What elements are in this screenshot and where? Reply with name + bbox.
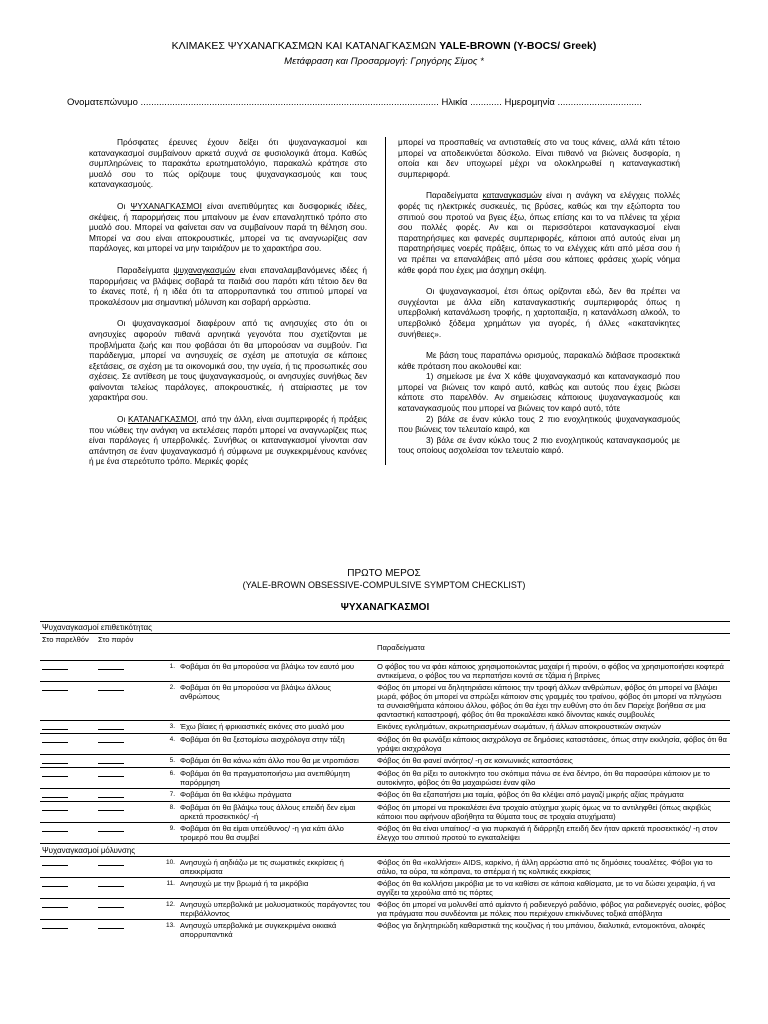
- item-examples: Φόβος ότι μπορεί να προκαλέσει ένα τροχαίο ατύχημα χωρίς όμως να το αντιληφθεί (όπως ακριβώς κάποιοι που αφήνουν αβοήθητα τα θύματα τους σε τροχαία ατυχήματα): [374, 802, 730, 823]
- category-row: [40, 622, 730, 634]
- obsessions-definition: Οι ΨΥΧΑΝΑΓΚΑΣΜΟΙ είναι ανεπιθύμητες και δυσφορικές ιδέες, σκέψεις, ή παρορμήσεις που μπαίνουν με έναν επαναληπτικό τρόπο στο μυαλό σου. Μπορεί να φαίνεται σαν να συμβαίνουν παρά τη θέληση σου. Μπορεί να σου είναι αποκρουστικές, μπορεί να τις αναγνωρίζεις σαν παράλογες, και μπορεί να μην ταιριάζουν με το χαρακτήρα σου.: [89, 200, 367, 254]
- present-checkbox[interactable]: [96, 789, 145, 802]
- worries-vs-obsessions: Οι ψυχαναγκασμοί διαφέρουν από τις ανησυχίες στο ότι οι ανησυχίες αφορούν πιθανά αρνητικά γεγονότα που σχετίζονται με προβλήματα ζωής και που φοβάσαι ότι θα μπορούσαν να συμβούν. Για παράδειγμα, μπορεί να ανησυχείς σε σχέση με αποτυχία σε κάποιες εξετάσεις, σε σχέση με τα οικονομικά σου, την υγεία, ή τις προσωπικές σου σχέσεις. Σε αντίθεση με τους ψυχαναγκασμούς, οι ανησυχίες συνήθως δεν φαίνονται τελείως παράλογες, αποκρουστικές, ή αταίριαστες με τον χαρακτήρα σου.: [89, 318, 367, 403]
- past-checkbox[interactable]: [40, 755, 96, 768]
- table-row: [40, 823, 730, 844]
- part-subtitle: (YALE-BROWN OBSESSIVE-COMPULSIVE SYMPTOM CHECKLIST): [242, 580, 526, 590]
- header-present: Στο παρόν: [96, 634, 145, 661]
- column-divider: [385, 137, 386, 465]
- item-examples: Φόβος ότι μπορεί να δηλητηριάσει κάποιος την τροφή άλλων ανθρώπων, φόβος ότι μπορεί να βλάψει μωρά, φόβος ότι μπορεί να σπρώξει κάποιον στις γραμμές του τραίνου, φόβος ότι μπορεί να πληγώσει τα συναισθήματα κάποιου άλλου, φόβος ότι θα έχει την ευθύνη στο ότι δεν Παρείχε βοήθεια σε μια φανταστική καταστροφή, φόβος ότι θα προκαλέσει κακό δίνοντας κακές συμβουλές: [374, 682, 730, 721]
- item-examples: Φόβος ότι θα φωνάξει κάποιος αισχρόλογα σε δημόσιες καταστάσεις, όπως στην εκκλησία, φόβος ότι θα γράψει αισχρόλογα: [374, 734, 730, 755]
- item-number: 11.: [145, 878, 177, 899]
- compulsions-definition: Οι ΚΑΤΑΝΑΓΚΑΣΜΟΙ, από την άλλη, είναι συμπεριφορές ή πράξεις που νιώθεις την ανάγκη να εκτελέσεις παρότι μπορεί να αναγνωρίζεις πως είναι παράλογες ή υπερβολικές. Συνήθως οι καταναγκασμοί γίνονται σαν απάντηση σε έναν ψυχαναγκασμό ή σύμφωνα με συγκεκριμένους κανόνες ή με ένα στερεότυπο τρόπο. Μερικές φορές: [89, 414, 367, 467]
- table-row: [40, 661, 730, 682]
- present-checkbox[interactable]: [96, 899, 145, 920]
- category-aggression: Ψυχαναγκασμοί επιθετικότητας: [40, 622, 730, 634]
- table-row: [40, 789, 730, 802]
- table-row: [40, 755, 730, 768]
- category-contamination: Ψυχαναγκασμοί μόλυνσης: [40, 844, 730, 857]
- item-number: 7.: [145, 789, 177, 802]
- header-number: [145, 634, 177, 661]
- present-checkbox[interactable]: [96, 768, 145, 789]
- item-text: Φοβάμαι ότι θα κλέψω πράγματα: [177, 789, 374, 802]
- symptom-checklist-table: [40, 597, 730, 940]
- item-number: 5.: [145, 755, 177, 768]
- other-behaviours-note: Οι ψυχαναγκασμοί, έτσι όπως ορίζονται εδώ, δεν θα πρέπει να συγχέονται με άλλα είδη καταναγκαστικής συμπεριφοράς όπως η υπερβολική κατανάλωση τροφής, η χαρτοπαιξία, η κατανάλωση αλκοόλ, το υπερβολικό ξόδεμα χρημάτων για αγορές, ή άλλες «ακατανίκητες συνήθειες».: [398, 286, 680, 339]
- past-checkbox[interactable]: [40, 878, 96, 899]
- section-title: ΨΥΧΑΝΑΓΚΑΣΜΟΙ: [340, 602, 430, 613]
- document-title: ΚΛΙΜΑΚΕΣ ΨΥΧΑΝΑΓΚΑΣΜΩΝ ΚΑΙ ΚΑΤΑΝΑΓΚΑΣΜΩΝ YALE-BROWN (Y-BOCS/ Greek): [171, 40, 597, 52]
- present-checkbox[interactable]: [96, 802, 145, 823]
- item-text: Φοβάμαι ότι θα πραγματοποιήσω μια ανεπιθύμητη παρόρμηση: [177, 768, 374, 789]
- item-text: Ανησυχώ υπερβολικά με μολυσματικούς παράγοντες του περιβάλλοντος: [177, 899, 374, 920]
- present-checkbox[interactable]: [96, 823, 145, 844]
- item-text: Φοβάμαι ότι θα ξεστομίσω αισχρόλογα στην τάξη: [177, 734, 374, 755]
- item-number: 6.: [145, 768, 177, 789]
- item-text: Φοβάμαι ότι θα βλάψω τους άλλους επειδή δεν είμαι αρκετά προσεκτικός/ -ή: [177, 802, 374, 823]
- item-examples: Φόβος ότι θα φανεί ανόητος/ -η σε κοινωνικές καταστάσεις: [374, 755, 730, 768]
- item-text: Φοβάμαι ότι θα κάνω κάτι άλλο που θα με ντροπιάσει: [177, 755, 374, 768]
- past-checkbox[interactable]: [40, 682, 96, 721]
- instructions-left-column: [89, 137, 367, 467]
- present-checkbox[interactable]: [96, 857, 145, 878]
- section-title-row: [40, 597, 730, 622]
- item-number: 4.: [145, 734, 177, 755]
- table-row: [40, 899, 730, 920]
- item-examples: Φόβος για δηλητηριώδη καθαριστικά της κουζίνας ή του μπάνιου, διαλυτικά, εντομοκτόνα, αλοιφές: [374, 920, 730, 941]
- item-number: 12.: [145, 899, 177, 920]
- item-number: 2.: [145, 682, 177, 721]
- table-header-row: [40, 634, 730, 661]
- past-checkbox[interactable]: [40, 789, 96, 802]
- past-checkbox[interactable]: [40, 857, 96, 878]
- past-checkbox[interactable]: [40, 721, 96, 734]
- item-examples: Ο φόβος του να φάει κάποιος χρησιμοποιώντας μαχαίρι ή πιρούνι, ο φόβος να χρησιμοποιήσει κοφτερά αντικείμενα, ο φόβος του να περπατήσει κοντά σε τζάμια ή βιτρίνες: [374, 661, 730, 682]
- item-text: Ανησυχώ ή αηδιάζω με τις σωματικές εκκρίσεις ή απεκκρίματα: [177, 857, 374, 878]
- table-row: [40, 734, 730, 755]
- instruction-step-2: 2) βάλε σε έναν κύκλο τους 2 πιο ενοχλητικούς ψυχαναγκασμούς που βιώνεις τον τελευταίο καιρό, και: [398, 413, 680, 435]
- present-checkbox[interactable]: [96, 920, 145, 941]
- table-row: [40, 857, 730, 878]
- item-text: Φοβάμαι ότι θα είμαι υπεύθυνος/ -η για κάτι άλλο τρομερό που θα συμβεί: [177, 823, 374, 844]
- item-text: Ανησυχώ με την βρωμιά ή τα μικρόβια: [177, 878, 374, 899]
- item-number: 13.: [145, 920, 177, 941]
- item-examples: Φόβος ότι θα ρίξει το αυτοκίνητο του σκόπιμα πάνω σε ένα δέντρο, ότι θα παρασύρει κάποιον με το αυτοκίνητο, φόβος ότι θα μαχαιρώσει έναν φίλο: [374, 768, 730, 789]
- present-checkbox[interactable]: [96, 661, 145, 682]
- past-checkbox[interactable]: [40, 661, 96, 682]
- present-checkbox[interactable]: [96, 721, 145, 734]
- past-checkbox[interactable]: [40, 768, 96, 789]
- table-row: [40, 682, 730, 721]
- header-examples: Παραδείγματα: [374, 634, 730, 661]
- personal-info-fields[interactable]: Ονοματεπώνυμο ................................................................................................................. Ηλικία ............ Ημερομηνία ................................: [67, 97, 642, 108]
- present-checkbox[interactable]: [96, 878, 145, 899]
- instruction-step-1: 1) σημείωσε με ένα Χ κάθε ψυχαναγκασμό και καταναγκασμό που μπορεί να βιώνεις τον καιρό αυτό, καθώς και αυτούς που έχεις βιώσει κάποτε στο παρελθόν. Αν σημειώσεις κάποιους ψυχαναγκασμούς και καταναγκασμούς που μπορεί να βιώνεις τον καιρό αυτό, τότε: [398, 371, 680, 414]
- header-item: [177, 634, 374, 661]
- instructions-right-column: [398, 137, 680, 456]
- item-text: Ανησυχώ υπερβολικά με συγκεκριμένα οικιακά απορρυπαντικά: [177, 920, 374, 941]
- item-text: Φοβάμαι ότι θα μπορούσα να βλάψω τον εαυτό μου: [177, 661, 374, 682]
- table-row: [40, 721, 730, 734]
- past-checkbox[interactable]: [40, 734, 96, 755]
- intro-paragraph: Πρόσφατες έρευνες έχουν δείξει ότι ψυχαναγκασμοί και καταναγκασμοί συμβαίνουν αρκετά συχνά σε φυσιολογικά άτομα. Καθώς συμπληρώνεις το παρακάτω ερωτηματολόγιο, παρακαλώ κράτησε στο μυαλό σου το πώς ορίζουμε τους ψυχαναγκασμούς και τους καταναγκασμούς.: [89, 137, 367, 190]
- part-title: ΠΡΩΤΟ ΜΕΡΟΣ: [347, 568, 421, 579]
- compulsions-examples: Παραδείγματα καταναγκασμών είναι η ανάγκη να ελέγχεις πολλές φορές τις ηλεκτρικές συσκευές, τις βρύσες, καθώς και την εξώπορτα του σπιτιού σου προτού να βγεις έξω, όπως επίσης και το να πλένεις τα χέρια σου πολλές φορές. Αν και οι περισσότεροι καταναγκασμοί είναι παρατηρήσιμες και φανερές συμπεριφορές, κάποιοι από αυτούς είναι μη παρατηρήσιμες νοερές πράξεις, όπως το να ελέγχεις κάτι από μέσα σου ή να πρέπει να επαναλάβεις από μέσα σου κάποιες φράσεις χωρίς νόημα κάθε φορά που έχεις μια άσχημη σκέψη.: [398, 190, 681, 275]
- instruction-step-3: 3) βάλε σε έναν κύκλο τους 2 πιο ενοχλητικούς καταναγκασμούς με τους οποίους ασχολείσαι τον τελευταίο καιρό.: [398, 434, 680, 456]
- item-number: 8.: [145, 802, 177, 823]
- category-row: [40, 844, 730, 857]
- item-examples: Φόβος ότι θα κολλήσει μικρόβια με το να καθίσει σε κάποια καθίσματα, με το να δώσει χειραψία, ή να αγγίξει τα χερούλια από τις πόρτες: [374, 878, 730, 899]
- item-examples: Φόβος ότι θα «κολλήσει» AIDS, καρκίνο, ή άλλη αρρώστια από τις δημόσιες τουαλέτες. Φόβοι για το σάλιο, τα ούρα, τα κόπρανα, το σπέρμα ή τις κολπικές εκκρίσεις: [374, 857, 730, 878]
- item-text: Φοβάμαι ότι θα μπορούσα να βλάψω άλλους ανθρώπους: [177, 682, 374, 721]
- item-examples: Εικόνες εγκλημάτων, ακρωτηριασμένων σωμάτων, ή άλλων αποκρουστικών σκηνών: [374, 721, 730, 734]
- present-checkbox[interactable]: [96, 734, 145, 755]
- present-checkbox[interactable]: [96, 755, 145, 768]
- table-row: [40, 768, 730, 789]
- obsessions-examples: Παραδείγματα ψυχαναγκασμών είναι επαναλαμβανόμενες ιδέες ή παρορμήσεις να βλάψεις σοβαρά τα παιδιά σου παρότι κάτι τέτοιο δεν θα το έκανες ποτέ, ή η ιδέα ότι τα απορρυπαντικά του σπιτιού μπορεί να προκαλέσουν μια σημαντική μόλυνση και σοβαρή αρρώστια.: [89, 264, 368, 307]
- item-examples: Φόβος ότι θα είναι υπαίτιος/ -α για πυρκαγιά ή διάρρηξη επειδή δεν ήταν αρκετά προσεκτικός/ -η στον έλεγχο του σπιτιού προτού το εγκαταλείψει: [374, 823, 730, 844]
- present-checkbox[interactable]: [96, 682, 145, 721]
- item-number: 9.: [145, 823, 177, 844]
- instructions-intro: Με βάση τους παραπάνω ορισμούς, παρακαλώ διάβασε προσεκτικά κάθε πρόταση που ακολουθεί και:: [398, 350, 680, 371]
- translator-credit: Μετάφραση και Προσαρμογή: Γρηγόρης Σίμος *: [284, 56, 484, 67]
- past-checkbox[interactable]: [40, 823, 96, 844]
- past-checkbox[interactable]: [40, 802, 96, 823]
- past-checkbox[interactable]: [40, 899, 96, 920]
- item-text: Έχω βίαιες ή φρικιαστικές εικόνες στο μυαλό μου: [177, 721, 374, 734]
- item-number: 3.: [145, 721, 177, 734]
- item-number: 1.: [145, 661, 177, 682]
- table-row: [40, 878, 730, 899]
- table-row: [40, 920, 730, 941]
- compulsions-continued: μπορεί να προσπαθείς να αντισταθείς στο να τους κάνεις, αλλά κάτι τέτοιο μπορεί να αποδεικνύεται δύσκολο. Είναι πιθανό να βιώνεις δυσφορία, η οποία και δεν υποχωρεί μέχρι να ολοκληρωθεί η καταναγκαστική συμπεριφορά.: [398, 137, 680, 179]
- past-checkbox[interactable]: [40, 920, 96, 941]
- item-examples: Φόβος ότι μπορεί να μολυνθεί από αμίαντο ή ραδιενεργό ραδόνιο, φόβος για ραδιενεργές ουσίες, φόβος για πράγματα που συνδέονται με πόλεις που περιέχουν επικίνδυνες τοξικά απόβλητα: [374, 899, 730, 920]
- table-row: [40, 802, 730, 823]
- header-past: Στο παρελθόν: [40, 634, 96, 661]
- item-number: 10.: [145, 857, 177, 878]
- item-examples: Φόβος ότι θα εξαπατήσει μια ταμία, φόβος ότι θα κλέψει από μαγαζί μικρής αξίας πράγματα: [374, 789, 730, 802]
